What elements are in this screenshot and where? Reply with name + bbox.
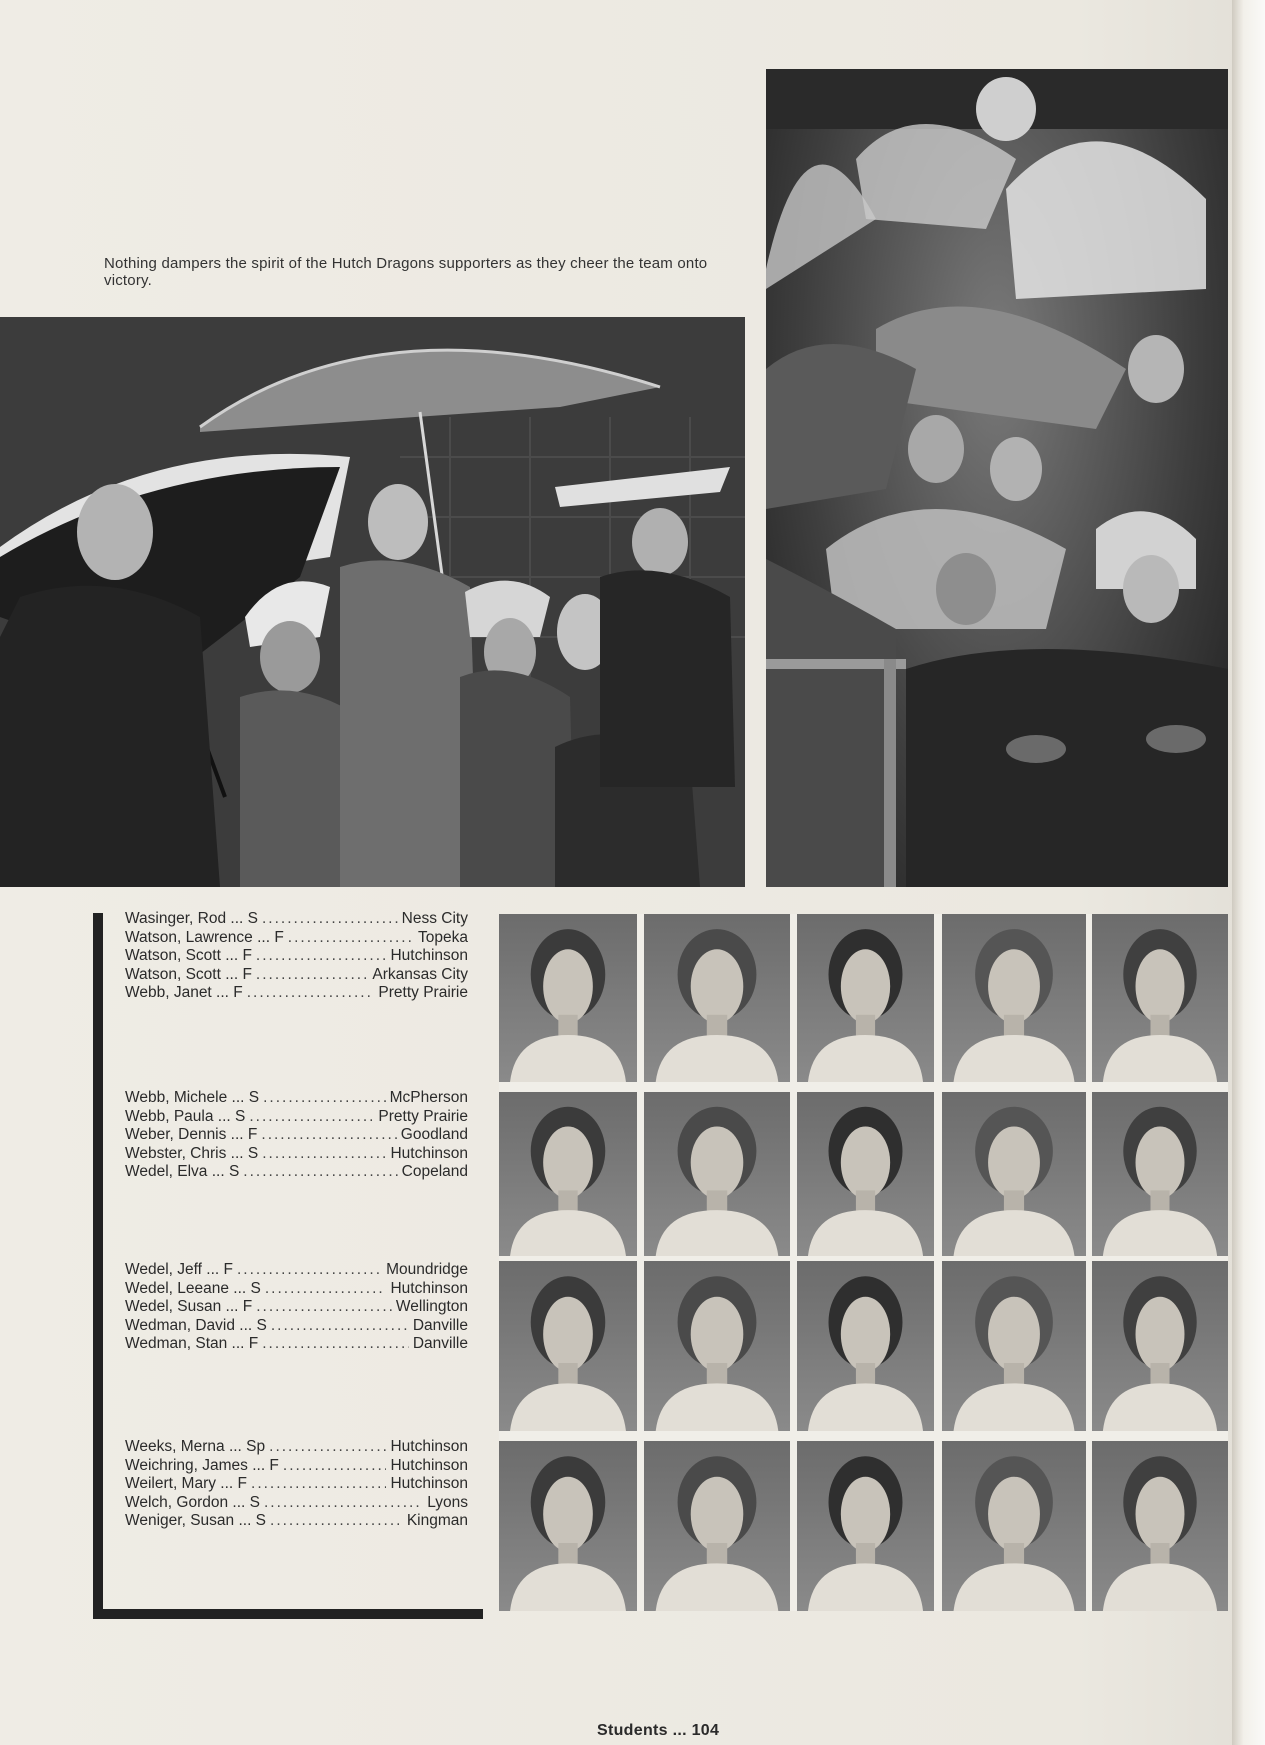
roster-entry bbox=[125, 1317, 468, 1336]
student-portrait bbox=[942, 1261, 1086, 1431]
student-name: Weeks, Merna ... Sp bbox=[125, 1438, 266, 1455]
hometown: Ness City bbox=[401, 910, 468, 927]
hometown: Hutchinson bbox=[390, 1456, 468, 1474]
student-name: Weber, Dennis ... F bbox=[125, 1126, 258, 1143]
roster-entry bbox=[125, 1089, 468, 1108]
portrait-grid bbox=[499, 914, 1228, 1611]
roster-group-1 bbox=[125, 910, 468, 1003]
roster-entry bbox=[125, 1512, 468, 1531]
photo-cheering-fans bbox=[0, 317, 745, 887]
hometown: Hutchinson bbox=[390, 1475, 468, 1492]
roster-group-2 bbox=[125, 1089, 468, 1182]
student-portrait bbox=[499, 1261, 637, 1431]
student-name: Wasinger, Rod ... S bbox=[125, 910, 258, 927]
leader-dots bbox=[261, 1126, 396, 1145]
leader-dots bbox=[247, 984, 375, 1003]
roster-entry bbox=[125, 1261, 468, 1280]
hometown: Pretty Prairie bbox=[378, 984, 468, 1001]
leader-dots bbox=[263, 1089, 385, 1108]
hometown: Copeland bbox=[401, 1163, 468, 1180]
leader-dots bbox=[256, 1298, 392, 1317]
student-portrait bbox=[1092, 1261, 1228, 1431]
roster-entry bbox=[125, 1475, 468, 1494]
student-portrait bbox=[797, 1092, 934, 1256]
leader-dots bbox=[256, 966, 368, 985]
hometown: Pretty Prairie bbox=[378, 1107, 468, 1125]
leader-dots bbox=[264, 1494, 423, 1513]
student-portrait bbox=[942, 1441, 1086, 1611]
leader-dots bbox=[249, 1108, 374, 1127]
student-name: Watson, Lawrence ... F bbox=[125, 928, 284, 946]
student-name: Wedman, Stan ... F bbox=[125, 1335, 259, 1352]
student-portrait bbox=[797, 914, 934, 1082]
leader-dots bbox=[256, 947, 387, 966]
hometown: Hutchinson bbox=[390, 1144, 468, 1162]
student-portrait bbox=[942, 1092, 1086, 1256]
roster-entry bbox=[125, 1108, 468, 1127]
student-portrait bbox=[644, 914, 790, 1082]
hometown: Hutchinson bbox=[390, 1279, 468, 1297]
student-portrait bbox=[644, 1441, 790, 1611]
hometown: Hutchinson bbox=[390, 1438, 468, 1455]
leader-dots bbox=[237, 1261, 382, 1280]
roster-entry bbox=[125, 1163, 468, 1182]
leader-dots bbox=[283, 1457, 387, 1476]
footer-section: Students bbox=[597, 1722, 668, 1739]
roster-group-4 bbox=[125, 1438, 468, 1531]
student-portrait bbox=[644, 1092, 790, 1256]
roster-entry bbox=[125, 1298, 468, 1317]
hometown: Goodland bbox=[400, 1126, 468, 1143]
leader-dots bbox=[271, 1317, 409, 1336]
student-name: Webb, Janet ... F bbox=[125, 984, 243, 1001]
student-name: Webster, Chris ... S bbox=[125, 1144, 259, 1162]
leader-dots bbox=[262, 1145, 386, 1164]
student-name: Wedel, Elva ... S bbox=[125, 1163, 240, 1180]
student-name: Wedel, Susan ... F bbox=[125, 1298, 253, 1315]
leader-dots bbox=[243, 1163, 397, 1182]
roster-entry bbox=[125, 947, 468, 966]
leader-dots bbox=[270, 1512, 403, 1531]
student-portrait bbox=[499, 1092, 637, 1256]
student-name: Wedel, Jeff ... F bbox=[125, 1261, 233, 1278]
roster-entry bbox=[125, 1126, 468, 1145]
student-name: Watson, Scott ... F bbox=[125, 965, 252, 983]
hometown: Wellington bbox=[395, 1298, 468, 1315]
roster-entry bbox=[125, 1438, 468, 1457]
roster-entry bbox=[125, 910, 468, 929]
student-portrait bbox=[797, 1261, 934, 1431]
roster-entry bbox=[125, 1335, 468, 1354]
leader-dots bbox=[262, 910, 398, 929]
leader-dots bbox=[288, 929, 414, 948]
student-name: Wedman, David ... S bbox=[125, 1316, 267, 1334]
roster-entry bbox=[125, 984, 468, 1003]
hometown: Danville bbox=[412, 1335, 468, 1352]
student-name: Wedel, Leeane ... S bbox=[125, 1279, 261, 1297]
hometown: Lyons bbox=[427, 1493, 468, 1511]
hometown: Arkansas City bbox=[372, 965, 468, 983]
roster-entry bbox=[125, 1280, 468, 1299]
student-portrait bbox=[1092, 1092, 1228, 1256]
student-portrait bbox=[1092, 1441, 1228, 1611]
photo-caption: Nothing dampers the spirit of the Hutch Dragons supporters as they cheer the team onto victory. bbox=[104, 255, 708, 289]
roster-entry bbox=[125, 1494, 468, 1513]
hometown: McPherson bbox=[389, 1089, 468, 1106]
student-name: Welch, Gordon ... S bbox=[125, 1493, 260, 1511]
student-portrait bbox=[499, 914, 637, 1082]
student-portrait bbox=[797, 1441, 934, 1611]
student-name: Weichring, James ... F bbox=[125, 1456, 279, 1474]
photo-umbrella-crowd bbox=[766, 69, 1228, 887]
page-binding-edge bbox=[1232, 0, 1265, 1745]
student-name: Watson, Scott ... F bbox=[125, 947, 252, 964]
hometown: Topeka bbox=[418, 928, 468, 946]
student-name: Weilert, Mary ... F bbox=[125, 1475, 248, 1492]
student-name: Webb, Michele ... S bbox=[125, 1089, 260, 1106]
leader-dots bbox=[265, 1280, 387, 1299]
roster-entry bbox=[125, 929, 468, 948]
student-name: Weniger, Susan ... S bbox=[125, 1512, 267, 1529]
student-portrait bbox=[942, 914, 1086, 1082]
hometown: Kingman bbox=[406, 1512, 468, 1529]
roster-entry bbox=[125, 966, 468, 985]
student-portrait bbox=[499, 1441, 637, 1611]
page-number: 104 bbox=[691, 1722, 720, 1739]
roster-entry bbox=[125, 1145, 468, 1164]
student-portrait bbox=[1092, 914, 1228, 1082]
page-footer bbox=[597, 1722, 719, 1740]
footer-separator: ... bbox=[672, 1722, 687, 1739]
hometown: Danville bbox=[412, 1316, 468, 1334]
hometown: Hutchinson bbox=[390, 947, 468, 964]
roster-group-3 bbox=[125, 1261, 468, 1354]
leader-dots bbox=[262, 1335, 409, 1354]
roster-entry bbox=[125, 1457, 468, 1476]
leader-dots bbox=[269, 1438, 386, 1457]
student-name: Webb, Paula ... S bbox=[125, 1107, 246, 1125]
hometown: Moundridge bbox=[386, 1261, 468, 1278]
leader-dots bbox=[251, 1475, 386, 1494]
student-portrait bbox=[644, 1261, 790, 1431]
